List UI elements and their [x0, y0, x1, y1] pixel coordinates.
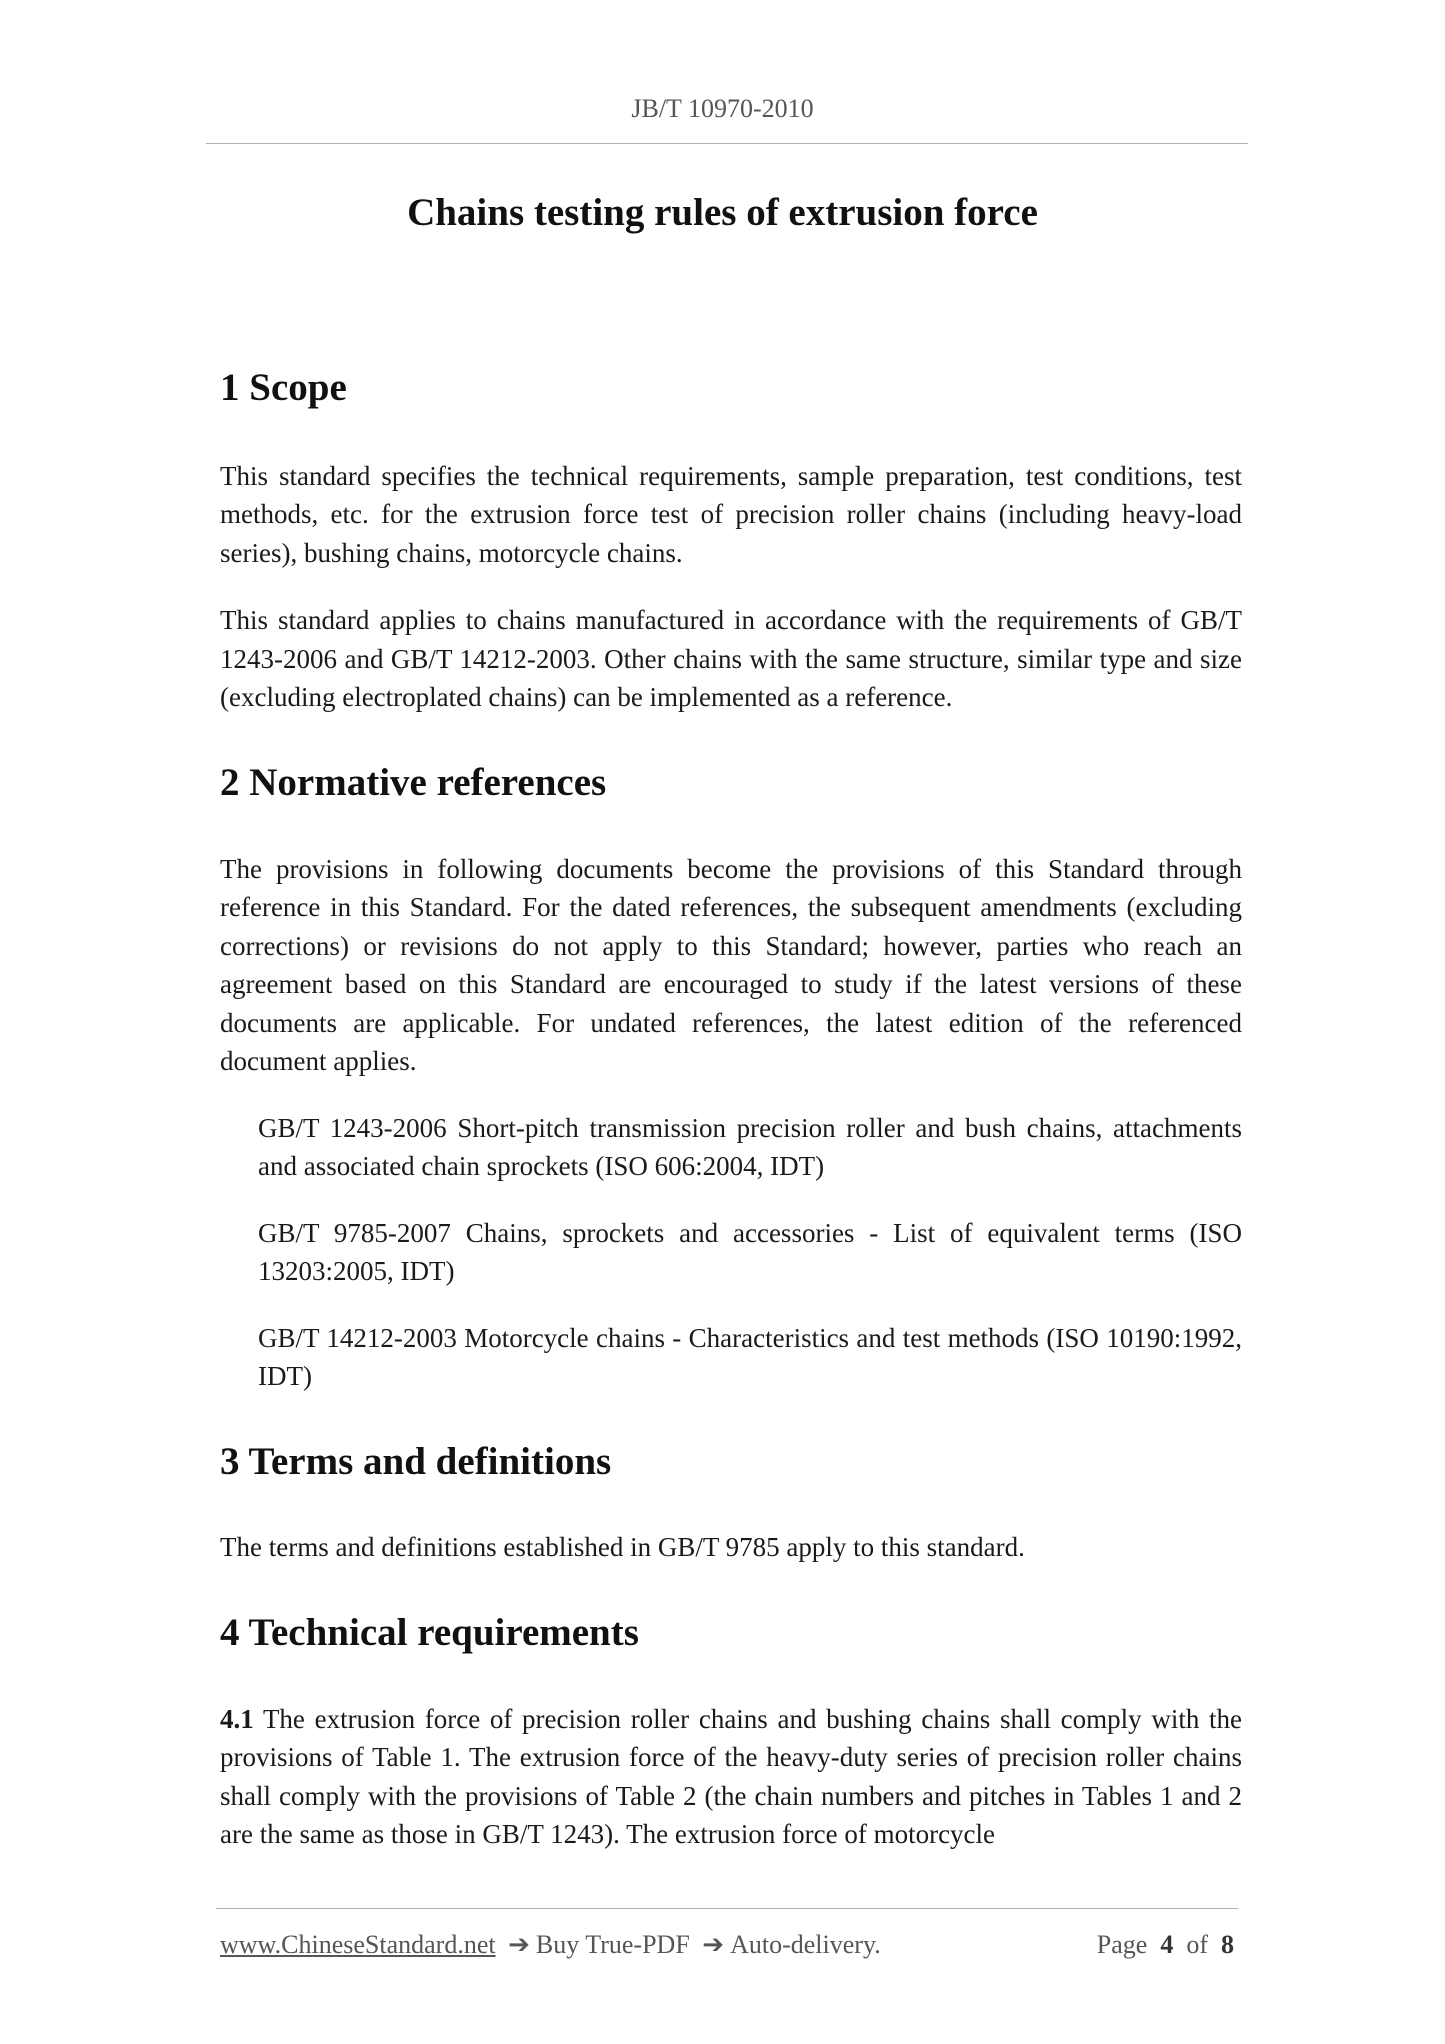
reference-item: GB/T 14212-2003 Motorcycle chains - Characteristics and test methods (ISO 10190:1992, IDT) — [258, 1322, 1242, 1392]
section-heading-normative-references: 2 Normative references — [220, 760, 607, 804]
footer-left — [220, 1930, 881, 1960]
reference-item: GB/T 9785-2007 Chains, sprockets and accessories - List of equivalent terms (ISO 13203:2005, IDT) — [258, 1217, 1242, 1287]
auto-delivery-text: Auto-delivery. — [730, 1930, 881, 1959]
clause-number: 4.1 — [220, 1703, 254, 1734]
section-heading-terms: 3 Terms and definitions — [220, 1439, 612, 1483]
document-code-header: JB/T 10970-2010 — [631, 94, 814, 123]
page-of-label: of — [1186, 1930, 1208, 1959]
footer-divider — [216, 1908, 1238, 1909]
document-body — [220, 365, 1242, 1854]
arrow-right-icon: ➔ — [702, 1930, 725, 1959]
section-heading-scope: 1 Scope — [220, 366, 347, 409]
scope-paragraph-2: This standard applies to chains manufactured in accordance with the requirements of GB/T 1243-2006 and GB/T 14212-2003. Other chains with the same structure, similar type and size (excluding electroplated chains) can be implemented as a reference. — [220, 605, 1242, 713]
header-divider — [206, 143, 1248, 144]
page-indicator — [1097, 1930, 1234, 1960]
page-current: 4 — [1160, 1930, 1174, 1959]
page-label: Page — [1096, 1930, 1148, 1959]
page-total: 8 — [1221, 1930, 1234, 1959]
section-heading-technical-requirements: 4 Technical requirements — [220, 1610, 639, 1654]
chinesestandard-link[interactable]: www.ChineseStandard.net — [220, 1930, 496, 1959]
scope-paragraph-1: This standard specifies the technical requirements, sample preparation, test conditions, test methods, etc. for the extrusion force test of precision roller chains (including heavy-load series), bushing chains, motorcycle chains. — [220, 460, 1242, 568]
clause-text: The extrusion force of precision roller chains and bushing chains shall comply with the provisions of Table 1. The extrusion force of the heavy-duty series of precision roller chains shall comply with the provisions of Table 2 (the chain numbers and pitches in Tables 1 and 2 are the same as those in GB/T 1243). The extrusion force of motorcycle — [220, 1703, 1242, 1850]
clause-4-1 — [220, 1700, 1242, 1854]
terms-paragraph: The terms and definitions established in GB/T 9785 apply to this standard. — [220, 1532, 1025, 1563]
page-footer — [220, 1930, 1234, 1960]
arrow-right-icon: ➔ — [508, 1930, 530, 1959]
reference-item: GB/T 1243-2006 Short-pitch transmission precision roller and bush chains, attachments and associated chain sprockets (ISO 606:2004, IDT) — [258, 1112, 1242, 1182]
normative-paragraph: The provisions in following documents become the provisions of this Standard through reference in this Standard. For the dated references, the subsequent amendments (excluding corrections) or revisions do not apply to this Standard; however, parties who reach an agreement based on this Standard are encouraged to study if the latest versions of these documents are applicable. For undated references, the latest edition of the referenced document applies. — [220, 853, 1242, 1077]
document-title: Chains testing rules of extrusion force — [407, 191, 1038, 234]
buy-true-pdf-text: Buy True-PDF — [535, 1930, 690, 1959]
